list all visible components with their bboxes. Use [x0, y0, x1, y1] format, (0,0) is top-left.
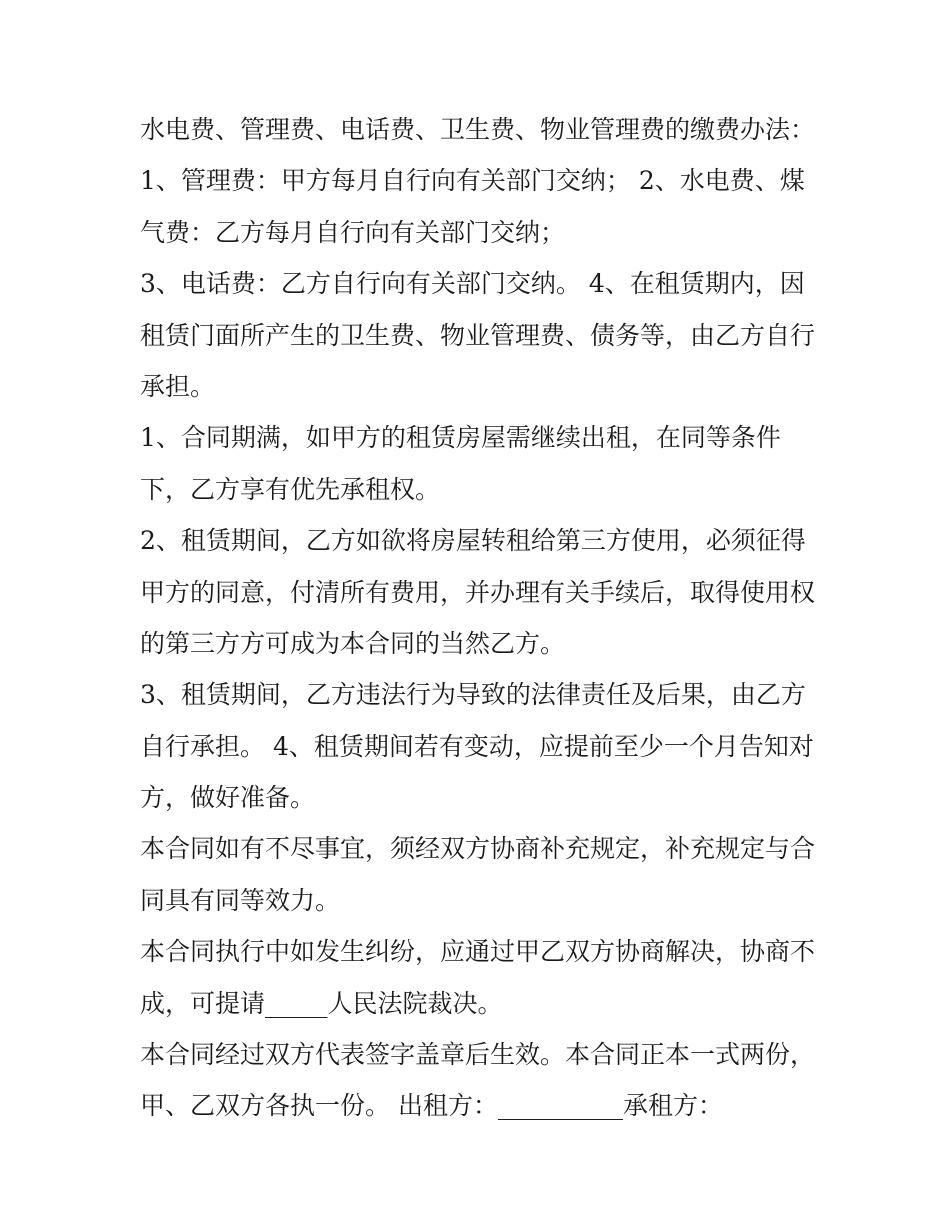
text-line: 成，可提请_____人民法院裁决。 [140, 988, 503, 1018]
text-line: 方，做好准备。 [140, 783, 316, 813]
text-line: 同具有同等效力。 [140, 885, 341, 915]
text-line: 水电费、管理费、电话费、卫生费、物业管理费的缴费办法： [140, 115, 816, 144]
text-line: 自行承担。 4、租赁期间若有变动，应提前至少一个月告知对 [140, 731, 814, 761]
text-line: 租赁门面所产生的卫生费、物业管理费、债务等，由乙方自行 [140, 320, 816, 350]
text-line: 气费：乙方每月自行向有关部门交纳； [140, 217, 566, 247]
text-line: 的第三方方可成为本合同的当然乙方。 [140, 628, 566, 658]
text-line: 本合同执行中如发生纠纷，应通过甲乙双方协商解决，协商不 [140, 937, 816, 967]
text-line: 3、电话费：乙方自行向有关部门交纳。 4、在租赁期内，因 [140, 269, 805, 299]
text-line: 3、租赁期间，乙方违法行为导致的法律责任及后果，由乙方 [140, 680, 806, 710]
text-line: 承担。 [140, 371, 216, 401]
text-line: 下，乙方享有优先承租权。 [140, 474, 441, 504]
text-line: 2、租赁期间，乙方如欲将房屋转租给第三方使用，必须征得 [140, 526, 806, 556]
text-line: 甲、乙双方各执一份。 出租方：__________承租方： [140, 1091, 723, 1121]
text-line: 1、管理费：甲方每月自行向有关部门交纳； 2、水电费、煤 [140, 166, 805, 196]
text-line: 甲方的同意，付清所有费用，并办理有关手续后，取得使用权 [140, 577, 816, 607]
text-line: 本合同经过双方代表签字盖章后生效。本合同正本一式两份， [140, 1040, 816, 1070]
contract-text [140, 104, 820, 1132]
text-line: 1、合同期满，如甲方的租赁房屋需继续出租，在同等条件 [140, 423, 781, 453]
text-line: 本合同如有不尽事宜，须经双方协商补充规定，补充规定与合 [140, 834, 816, 864]
